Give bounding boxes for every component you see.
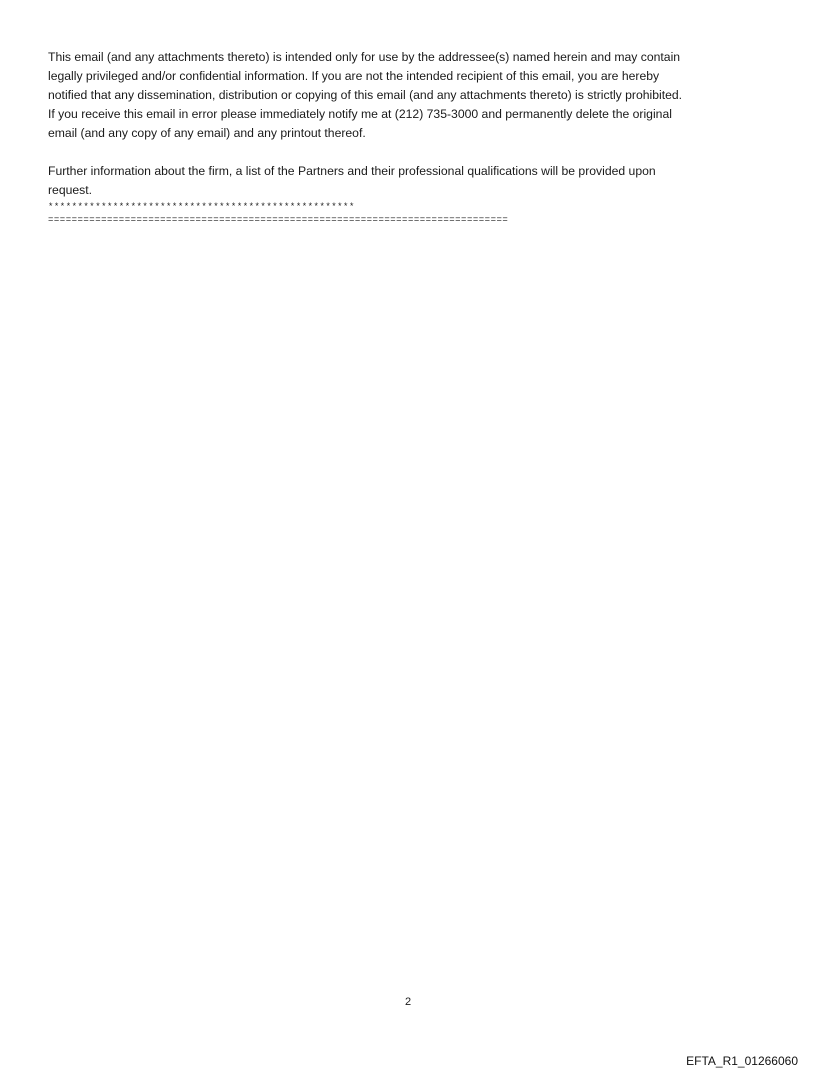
firm-information-notice: Further information about the firm, a list of the Partners and their professional qualifications will be provided upon request.: [48, 164, 656, 197]
equals-separator: ==============================================================================: [48, 215, 509, 225]
asterisk-separator: ****************************************************: [48, 202, 355, 212]
page-number: 2: [404, 996, 412, 1008]
email-footer: [48, 48, 778, 227]
document-id-stamp: EFTA_R1_01266060: [686, 1054, 798, 1068]
confidentiality-disclaimer: This email (and any attachments thereto) is intended only for use by the addressee(s) named herein and may contain legally privileged and/or confidential information. If you are not the intended recipient of this email, you are hereby notified that any dissemination, distribution or copying of this email (and any attachments thereto) is strictly prohibited. If you receive this email in error please immediately notify me at (212) 735-3000 and permanently delete the original email (and any copy of any email) and any printout thereof.: [48, 50, 683, 140]
